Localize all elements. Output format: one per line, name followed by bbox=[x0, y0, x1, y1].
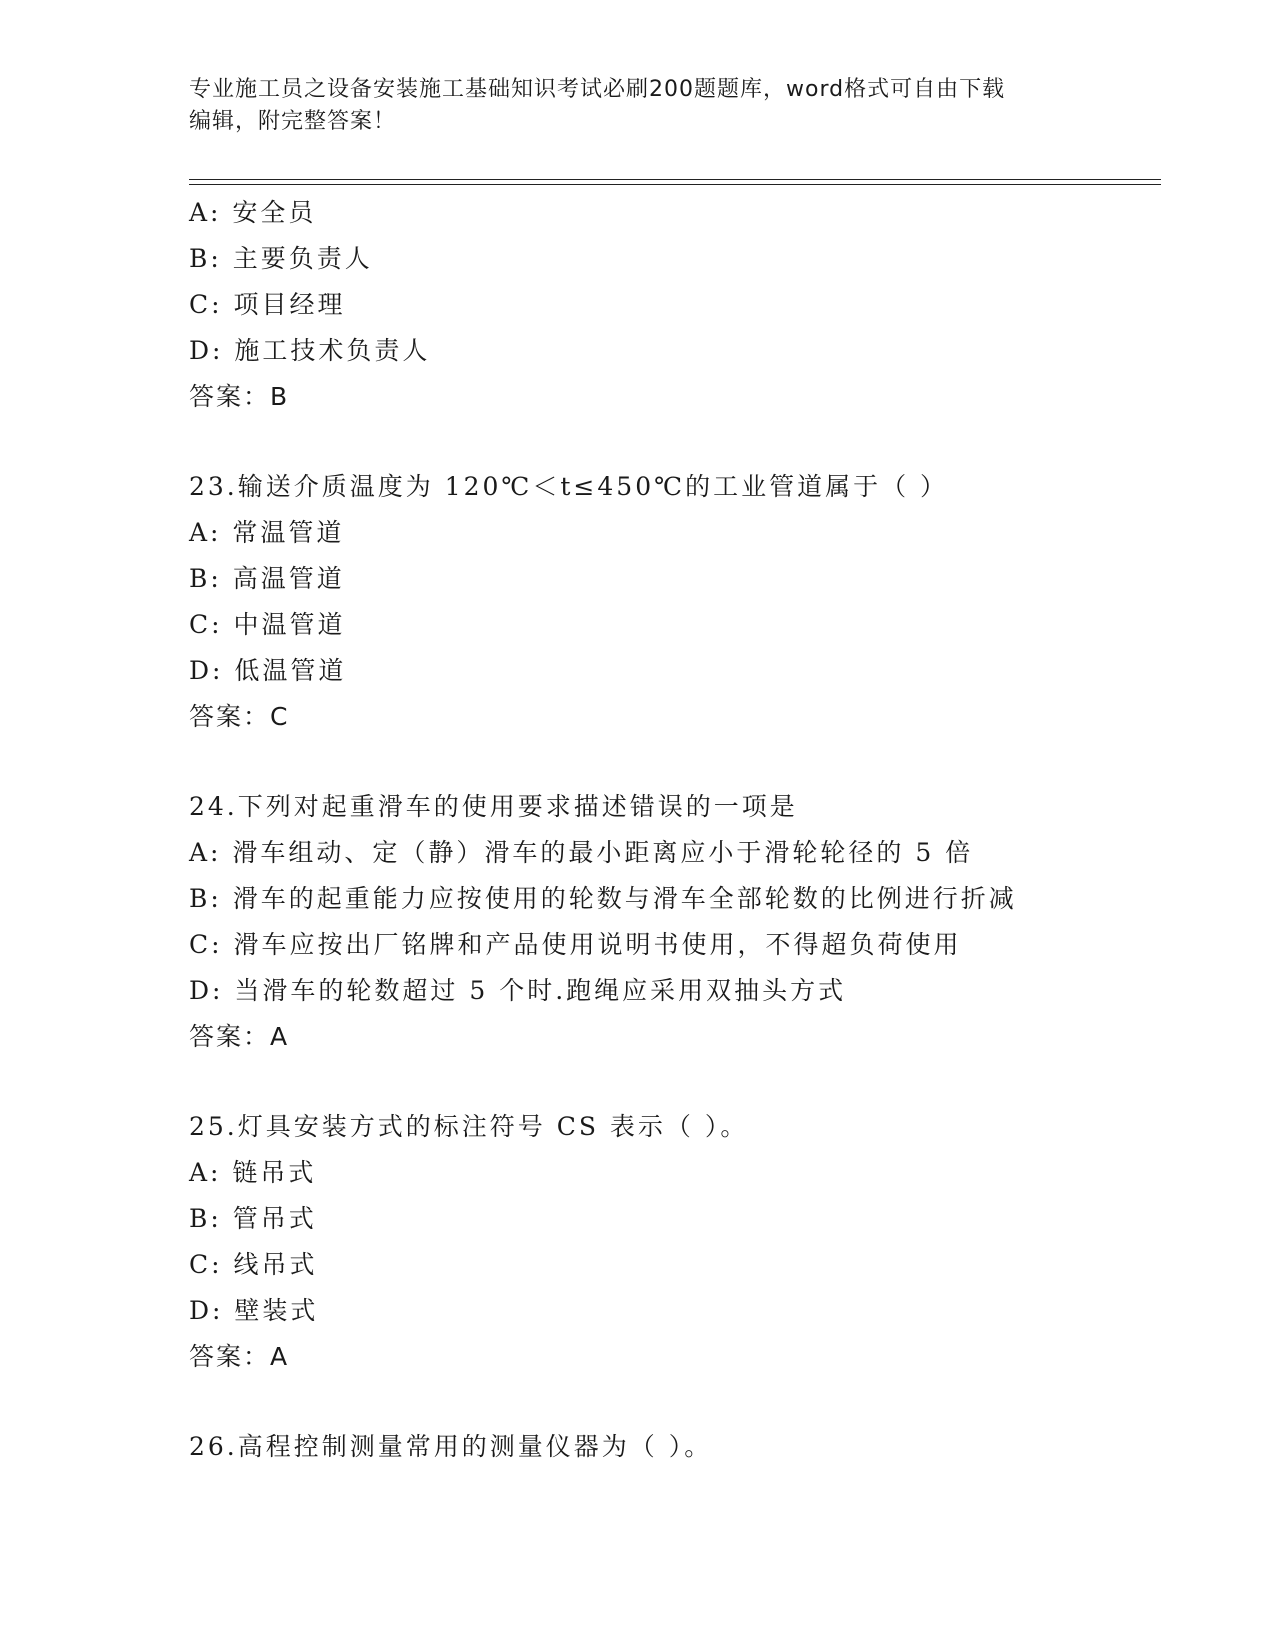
header-divider-bottom bbox=[189, 184, 1161, 185]
option-b: B: 主要负责人 bbox=[189, 244, 373, 273]
option-a: A: 安全员 bbox=[189, 198, 317, 227]
block-spacer bbox=[189, 1380, 1169, 1424]
block-spacer bbox=[189, 740, 1169, 784]
option-d: D: 当滑车的轮数超过 5 个时.跑绳应采用双抽头方式 bbox=[189, 976, 847, 1005]
option-c: C: 中温管道 bbox=[189, 610, 346, 639]
option-d: D: 施工技术负责人 bbox=[189, 336, 431, 365]
block-spacer bbox=[189, 420, 1169, 464]
answer-line: 答案：C bbox=[189, 702, 290, 731]
question-text: 23.输送介质温度为 120℃＜t≤450℃的工业管道属于（ ） bbox=[189, 472, 949, 501]
question-block bbox=[189, 784, 1169, 1060]
option-c: C: 滑车应按出厂铭牌和产品使用说明书使用，不得超负荷使用 bbox=[189, 930, 962, 959]
question-block bbox=[189, 190, 1169, 420]
option-d: D: 壁装式 bbox=[189, 1296, 319, 1325]
document-header bbox=[189, 74, 1089, 138]
option-a: A: 滑车组动、定（静）滑车的最小距离应小于滑轮轮径的 5 倍 bbox=[189, 838, 974, 867]
answer-line: 答案：A bbox=[189, 1022, 290, 1051]
option-b: B: 高温管道 bbox=[189, 564, 345, 593]
question-text: 24.下列对起重滑车的使用要求描述错误的一项是 bbox=[189, 792, 798, 821]
option-c: C: 项目经理 bbox=[189, 290, 346, 319]
question-text: 26.高程控制测量常用的测量仪器为（ ）。 bbox=[189, 1432, 713, 1461]
answer-line: 答案：A bbox=[189, 1342, 290, 1371]
option-b: B: 管吊式 bbox=[189, 1204, 317, 1233]
option-d: D: 低温管道 bbox=[189, 656, 347, 685]
question-block bbox=[189, 1104, 1169, 1380]
option-a: A: 链吊式 bbox=[189, 1158, 317, 1187]
option-a: A: 常温管道 bbox=[189, 518, 345, 547]
answer-line: 答案：B bbox=[189, 382, 290, 411]
header-title-line-1: 专业施工员之设备安装施工基础知识考试必刷200题题库，word格式可自由下载 bbox=[189, 77, 1006, 102]
question-list bbox=[189, 190, 1169, 1470]
option-c: C: 线吊式 bbox=[189, 1250, 318, 1279]
question-block bbox=[189, 1424, 1169, 1470]
question-text: 25.灯具安装方式的标注符号 CS 表示（ ）。 bbox=[189, 1112, 749, 1141]
question-block bbox=[189, 464, 1169, 740]
block-spacer bbox=[189, 1060, 1169, 1104]
header-divider-top bbox=[189, 179, 1161, 180]
header-title-line-2: 编辑，附完整答案！ bbox=[189, 109, 397, 134]
option-b: B: 滑车的起重能力应按使用的轮数与滑车全部轮数的比例进行折减 bbox=[189, 884, 1017, 913]
